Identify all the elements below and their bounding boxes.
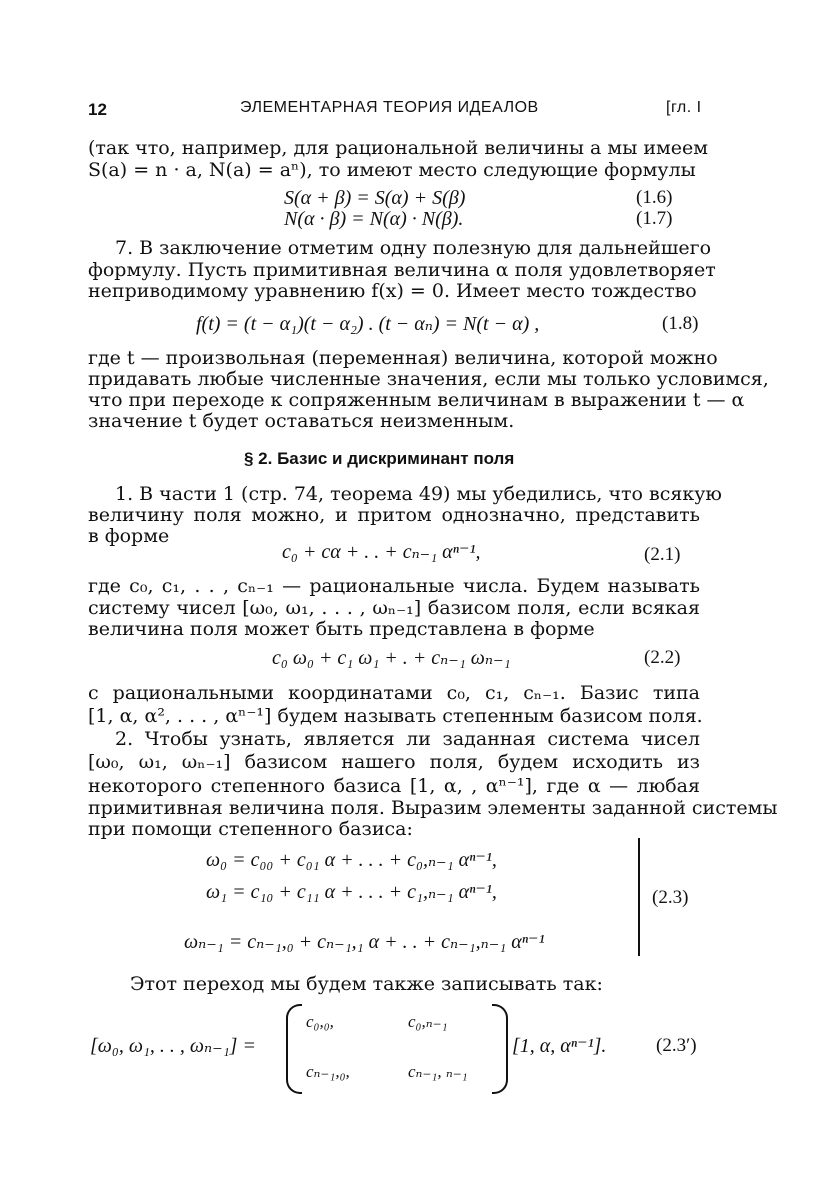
equation-number: (1.8): [662, 313, 699, 334]
equation-number: (2.3′): [656, 1035, 697, 1056]
equation-number: (1.7): [636, 208, 673, 229]
left-parenthesis: [286, 1004, 302, 1094]
matrix-cell: cₙ₋₁, ₙ₋₁: [408, 1062, 468, 1081]
equation-number: (2.1): [644, 544, 681, 565]
text-line: (так что, например, для рациональной величины a мы имеем: [88, 137, 709, 159]
equation-number: (2.2): [644, 647, 681, 668]
text-line: Этот переход мы будем также записывать так:: [130, 973, 603, 995]
text-line: в форме: [88, 525, 170, 547]
text-line: величину поля можно, и притом однозначно, представить: [88, 504, 700, 526]
text-line: где c₀, c₁, . . , cₙ₋₁ — рациональные числа. Будем называть: [88, 575, 700, 597]
text-line: с рациональными координатами c₀, c₁, cₙ₋₁. Базис типа: [88, 682, 700, 704]
text-line: при помощи степенного базиса:: [88, 818, 413, 840]
equation-number: (2.3): [652, 887, 689, 908]
text-line: величина поля может быть представлена в форме: [88, 618, 595, 640]
text-line: [1, α, α², . . . , αⁿ⁻¹] будем называть степенным базисом поля.: [88, 705, 703, 727]
equation-1-7: N(α · β) = N(α) · N(β).: [284, 208, 464, 230]
running-title: ЭЛЕМЕНТАРНАЯ ТЕОРИЯ ИДЕАЛОВ: [240, 99, 539, 116]
equation-1-6: S(α + β) = S(α) + S(β): [284, 187, 466, 209]
text-line: формулу. Пусть примитивная величина α поля удовлетворяет: [88, 259, 716, 281]
equation-2-3-row-3: ωₙ₋₁ = cₙ₋₁,₀ + cₙ₋₁,₁ α + . . + cₙ₋₁,ₙ₋₁ αⁿ⁻¹: [184, 931, 545, 953]
right-parenthesis: [492, 1004, 508, 1094]
equation-1-8: f(t) = (t − α₁)(t − α₂) . (t − αₙ) = N(t − α) ,: [196, 313, 540, 335]
chapter-label: [гл. I: [666, 99, 702, 116]
text-line: где t — произвольная (переменная) величина, которой можно: [88, 347, 718, 369]
matrix-cell: c₀,ₙ₋₁: [408, 1012, 448, 1031]
matrix-rhs: [1, α, αⁿ⁻¹].: [512, 1035, 607, 1057]
text-line: систему чисел [ω₀, ω₁, . . . , ωₙ₋₁] базисом поля, если всякая: [88, 597, 700, 619]
equation-2-2: c₀ ω₀ + c₁ ω₁ + . + cₙ₋₁ ωₙ₋₁: [272, 647, 511, 669]
text-line: 1. В части 1 (стр. 74, теорема 49) мы убедились, что всякую: [115, 483, 722, 505]
matrix-cell: cₙ₋₁,₀,: [306, 1062, 350, 1081]
equation-number: (1.6): [636, 187, 673, 208]
text-line: значение t будет оставаться неизменным.: [88, 410, 515, 432]
text-line: S(a) = n · a, N(a) = aⁿ), то имеют место следующие формулы: [88, 159, 696, 181]
equation-2-1: c₀ + cα + . . + cₙ₋₁ αⁿ⁻¹,: [282, 541, 481, 563]
equation-2-3-row-1: ω₀ = c₀₀ + c₀₁ α + . . . + c₀,ₙ₋₁ αⁿ⁻¹,: [206, 849, 497, 871]
matrix-cell: c₀,₀,: [306, 1012, 334, 1031]
right-brace: [636, 838, 640, 956]
matrix-lhs: [ω₀, ω₁, . . , ωₙ₋₁] =: [90, 1035, 256, 1057]
text-line: [ω₀, ω₁, ωₙ₋₁] базисом нашего поля, будем исходить из: [88, 751, 700, 773]
text-line: что при переходе к сопряженным величинам в выражении t — α: [88, 389, 745, 411]
text-line: 7. В заключение отметим одну полезную для дальнейшего: [115, 237, 712, 259]
text-line: 2. Чтобы узнать, является ли заданная система чисел: [115, 728, 700, 750]
text-line: примитивная величина поля. Выразим элементы заданной системы: [88, 797, 778, 819]
text-line: придавать любые численные значения, если мы только условимся,: [88, 368, 769, 390]
text-line: неприводимому уравнению f(x) = 0. Имеет место тождество: [88, 280, 697, 302]
section-title: § 2. Базис и дискриминант поля: [244, 449, 515, 468]
page-number: 12: [88, 100, 107, 119]
equation-2-3-row-2: ω₁ = c₁₀ + c₁₁ α + . . . + c₁,ₙ₋₁ αⁿ⁻¹,: [206, 881, 497, 903]
text-line: некоторого степенного базиса [1, α, , αⁿ⁻¹], где α — любая: [88, 775, 700, 797]
